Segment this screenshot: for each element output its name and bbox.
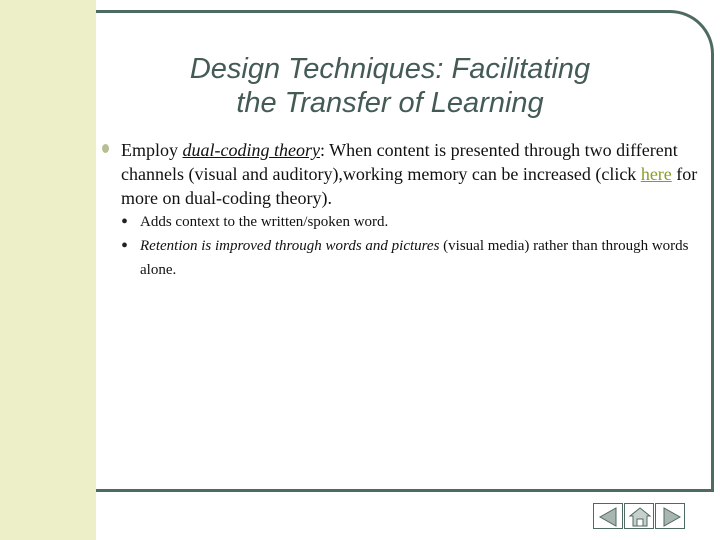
previous-slide-button[interactable] [593, 503, 623, 529]
sub-bullet-2-text [140, 234, 700, 282]
sub-bullet-dot-icon: • [121, 235, 129, 257]
home-icon [625, 504, 655, 530]
sub-bullet-dot-icon: • [121, 211, 129, 233]
sub-bullet-2-rest: (visual media) rather than through words alone. [140, 238, 689, 278]
slide-title [110, 52, 670, 120]
here-link[interactable]: here [640, 164, 672, 184]
bullet-after-term: : When content is presented through two different channels (visual and auditory),working memory can be increased (click [121, 140, 678, 184]
left-decorative-band [0, 0, 96, 540]
title-line-1: Design Techniques: Facilitating [189, 53, 591, 85]
bullet-tail: for more on dual-coding theory). [121, 164, 698, 208]
sub-bullet-1-text: Adds context to the written/spoken word. [140, 214, 389, 230]
bullet-dot-icon [102, 144, 109, 153]
next-slide-button[interactable] [655, 503, 685, 529]
sub-bullet-2-italic: Retention is improved through words and pictures [140, 238, 440, 254]
triangle-left-icon [594, 504, 624, 530]
bullet-term: dual-coding theory [182, 140, 320, 160]
title-line-2: the Transfer of Learning [236, 87, 544, 119]
bullet-lead: Employ [121, 140, 183, 160]
main-bullet-text [121, 138, 701, 210]
home-button[interactable] [624, 503, 654, 529]
triangle-right-icon [656, 504, 686, 530]
